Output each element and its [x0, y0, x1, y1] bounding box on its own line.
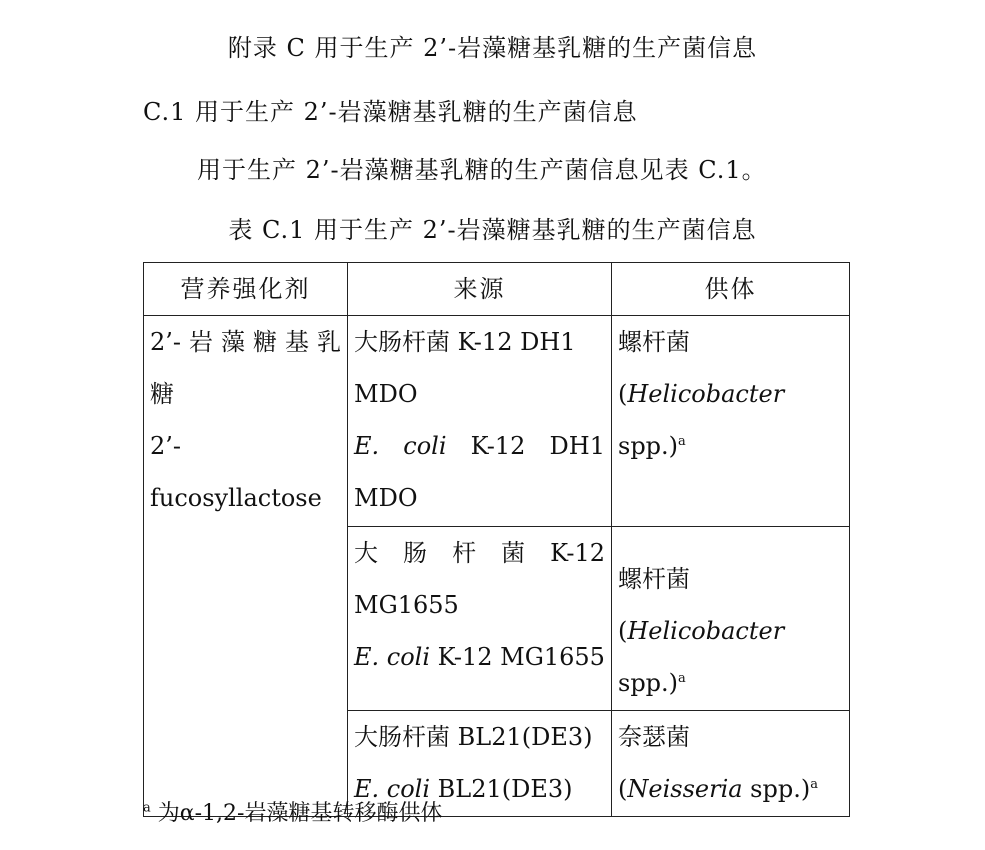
donor-genus: Helicobacter	[627, 617, 785, 645]
source-en-strain: K-12 DH1	[470, 432, 605, 460]
donor-genus: Helicobacter	[627, 380, 785, 408]
donor-cn: 螺杆菌	[618, 565, 690, 593]
footnote-text: 为α-1,2-岩藻糖基转移酶供体	[150, 801, 443, 826]
donor-cell	[612, 527, 850, 711]
fortifier-name-en: 2’-fucosyllactose	[150, 432, 322, 512]
table-footnote	[143, 796, 442, 827]
source-en-genus: E. coli	[354, 643, 431, 671]
footnote-marker: a	[678, 671, 686, 686]
donor-cell	[612, 711, 850, 817]
source-cn: 大肠杆菌 BL21(DE3)	[354, 723, 593, 751]
source-en-strain: BL21(DE3)	[430, 775, 573, 803]
source-cn-cont: MG1655	[354, 591, 459, 619]
donor-cell	[612, 316, 850, 527]
footnote-marker: a	[810, 777, 818, 792]
header-fortifier: 营养强化剂	[144, 263, 348, 316]
source-en-cont: MDO	[354, 484, 418, 512]
source-cn-cont: MDO	[354, 380, 418, 408]
source-en	[354, 420, 605, 472]
source-en-strain: K-12 MG1655	[430, 643, 605, 671]
donor-cn: 螺杆菌	[618, 328, 690, 356]
donor-en: (Helicobacter spp.)$^a$	[618, 617, 785, 697]
donor-cn: 奈瑟菌	[618, 723, 690, 751]
source-en-genus: E. coli	[354, 775, 431, 803]
body-paragraph: 用于生产 2’-岩藻糖基乳糖的生产菌信息见表 C.1。	[197, 156, 767, 184]
producer-strain-table	[143, 262, 850, 817]
source-cn: 大肠杆菌 K-12 DH1	[354, 328, 576, 356]
source-en	[354, 631, 605, 683]
table-caption: 表 C.1 用于生产 2’-岩藻糖基乳糖的生产菌信息	[228, 216, 757, 244]
footnote-marker: a	[678, 434, 686, 449]
source-cell	[348, 527, 612, 711]
source-cell	[348, 316, 612, 527]
header-source: 来源	[348, 263, 612, 316]
table-header-row	[144, 263, 850, 316]
donor-genus: Neisseria	[627, 775, 743, 803]
source-cn: 大 肠 杆 菌 K-12	[354, 539, 605, 567]
footnote-marker: a	[143, 800, 151, 816]
donor-en: (Neisseria spp.)$^a$	[618, 775, 818, 803]
donor-en: (Helicobacter spp.)$^a$	[618, 380, 785, 460]
appendix-title: 附录 C 用于生产 2’-岩藻糖基乳糖的生产菌信息	[227, 34, 758, 62]
fortifier-name-cn-cont: 糖	[150, 380, 174, 408]
fortifier-cell	[144, 316, 348, 817]
source-en-genus: E. coli	[354, 432, 447, 460]
table-row	[144, 316, 850, 527]
fortifier-name-cn: 2’-岩藻糖基乳	[150, 328, 341, 356]
header-donor: 供体	[612, 263, 850, 316]
section-title: C.1 用于生产 2’-岩藻糖基乳糖的生产菌信息	[143, 98, 638, 126]
